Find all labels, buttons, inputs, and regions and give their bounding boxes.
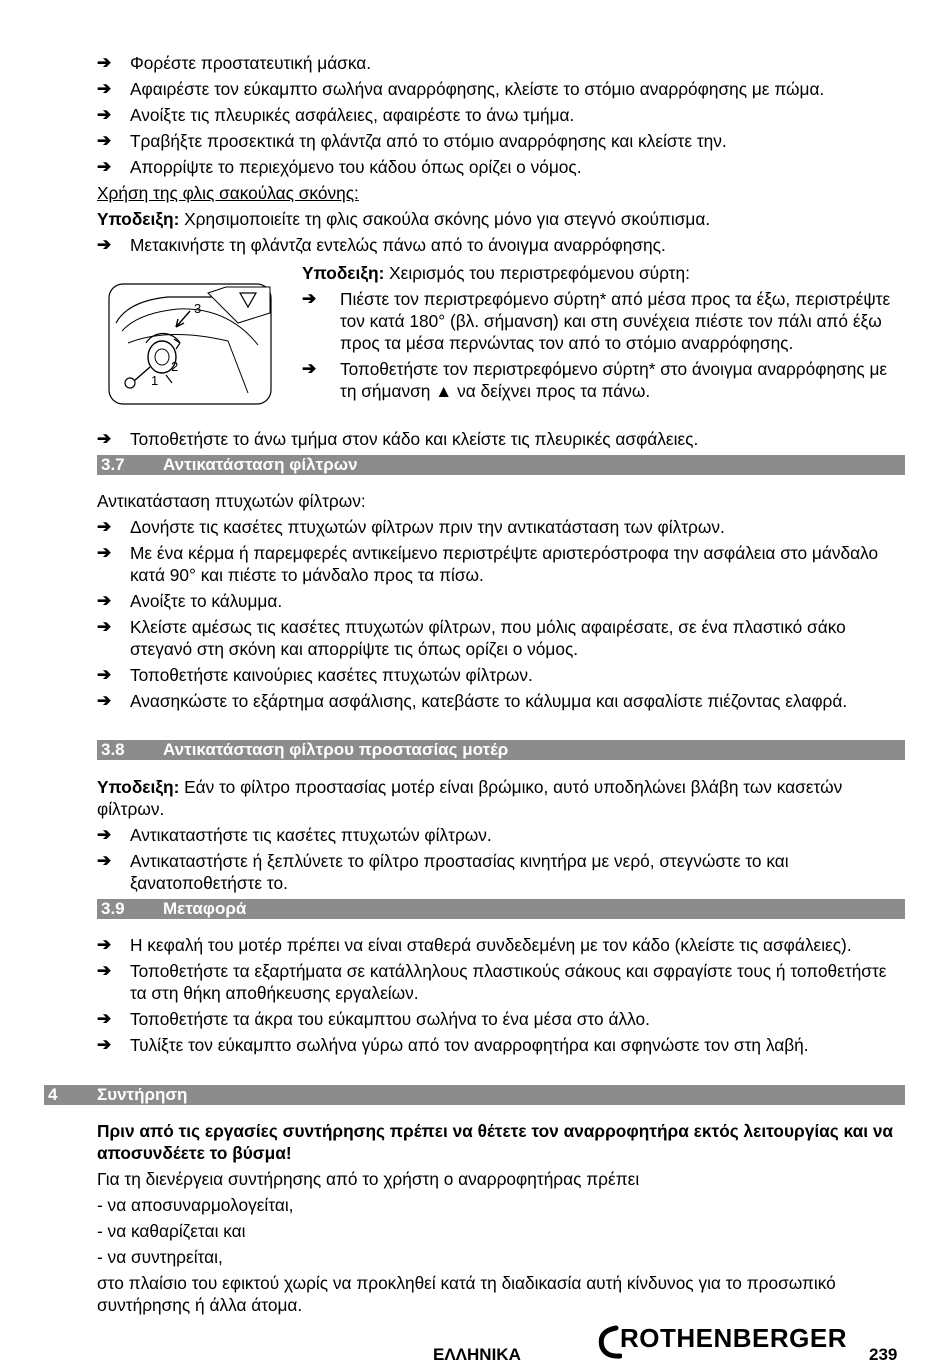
section-intro: Για τη διενέργεια συντήρησης από το χρήστη ο αναρροφητήρας πρέπει — [97, 1169, 640, 1189]
arrow-right-icon: ➔ — [97, 79, 112, 98]
figure-label-2: 2 — [171, 359, 179, 374]
footer-language: ΕΛΛΗΝΙΚΑ — [433, 1345, 521, 1364]
section-number: 3.9 — [101, 899, 125, 918]
slider-hint: Υποδειξη: Χειρισμός του περιστρεφόμενου σύρτη: — [302, 263, 690, 283]
list-item: ➔ Ανοίξτε το κάλυμμα. — [97, 591, 283, 611]
closing-paragraph: στο πλαίσιο του εφικτού χωρίς να προκληθεί κατά τη διαδικασία αυτή κίνδυνος για το προσωπικό συντήρησης ή άλλα άτομα. — [97, 1273, 836, 1315]
list-item: ➔ Με ένα κέρμα ή παρεμφερές αντικείμενο περιστρέψτε αριστερόστροφα την ασφάλεια στο μάνδαλο κατά 90° και πιέστε το μάνδαλο προς τα πίσω. — [97, 543, 879, 585]
list-item: - να αποσυναρμολογείται, — [97, 1195, 294, 1215]
list-item: ➔ Τυλίξτε τον εύκαμπτο σωλήνα γύρω από τον αναρροφητήρα και σφηνώστε τον στη λαβή. — [97, 1035, 809, 1055]
arrow-right-icon: ➔ — [97, 235, 112, 254]
arrow-right-icon: ➔ — [97, 157, 112, 176]
list-item: ➔ Τοποθετήστε το άνω τμήμα στον κάδο και κλείστε τις πλευρικές ασφάλειες. — [97, 429, 699, 449]
hint-label: Υποδειξη: — [97, 777, 180, 797]
section-title: Αντικατάσταση φίλτρων — [163, 455, 358, 474]
section-3-7-body — [97, 490, 905, 716]
arrow-right-icon: ➔ — [302, 289, 317, 308]
page-number: 239 — [869, 1345, 898, 1364]
list-item: ➔ Αντικαταστήστε τις κασέτες πτυχωτών φίλτρων. — [97, 825, 492, 845]
list-item: ➔ Απορρίψτε το περιεχόμενο του κάδου όπως ορίζει ο νόμος. — [97, 157, 582, 177]
arrow-right-icon: ➔ — [97, 105, 112, 124]
section-intro: Αντικατάσταση πτυχωτών φίλτρων: — [97, 491, 366, 511]
list-item: ➔ Αφαιρέστε τον εύκαμπτο σωλήνα αναρρόφησης, κλείστε το στόμιο αναρρόφησης με πώμα. — [97, 79, 825, 99]
list-item: ➔ Φορέστε προστατευτική μάσκα. — [97, 53, 372, 73]
arrow-right-icon: ➔ — [97, 543, 112, 562]
arrow-right-icon: ➔ — [97, 617, 112, 636]
section-3-8-body — [97, 776, 905, 898]
section-3-9-body — [97, 934, 905, 1060]
section-header-4 — [44, 1085, 905, 1105]
arrow-right-icon: ➔ — [97, 1009, 112, 1028]
section-number: 3.7 — [101, 455, 125, 474]
section-header-3-9 — [97, 899, 905, 919]
hint-paragraph: Υποδειξη: Εάν το φίλτρο προστασίας μοτέρ είναι βρώμικο, αυτό υποδηλώνει βλάβη των κασετών φίλτρων. — [97, 777, 843, 819]
section-4-body — [97, 1120, 905, 1320]
arrow-right-icon: ➔ — [97, 429, 112, 448]
top-block — [97, 52, 905, 260]
list-item: ➔ Η κεφαλή του μοτέρ πρέπει να είναι σταθερά συνδεδεμένη με τον κάδο (κλείστε τις ασφάλειες). — [97, 935, 852, 955]
list-item: - να συντηρείται, — [97, 1247, 223, 1267]
list-item: ➔ Τοποθετήστε τα εξαρτήματα σε κατάλληλους πλαστικούς σάκους και σφραγίστε τους ή τοποθετήστε τα στη θήκη αποθήκευσης εργαλείων. — [97, 961, 887, 1003]
arrow-right-icon: ➔ — [97, 53, 112, 72]
arrow-right-icon: ➔ — [97, 825, 112, 844]
arrow-right-icon: ➔ — [97, 851, 112, 870]
arrow-right-icon: ➔ — [97, 517, 112, 536]
list-item: ➔ Κλείστε αμέσως τις κασέτες πτυχωτών φίλτρων, που μόλις αφαιρέσατε, σε ένα πλαστικό σάκο στεγανό στη σκόνη και απορρίψτε τις όπως ορίζει ο νόμος. — [97, 617, 846, 659]
section-header-3-8 — [97, 740, 905, 760]
hint-label: Υποδειξη: — [302, 263, 385, 283]
maintenance-warning: Πριν από τις εργασίες συντήρησης πρέπει να θέτετε τον αναρροφητήρα εκτός λειτουργίας και να αποσυνδέετε το βύσμα! — [97, 1121, 894, 1163]
logo-swoosh-icon — [596, 1325, 622, 1359]
rotary-slider-figure — [108, 283, 272, 405]
section-header-3-7 — [97, 455, 905, 475]
slider-hint-block — [302, 262, 902, 406]
figure-label-3: 3 — [194, 301, 202, 316]
list-item: ➔ Τοποθετήστε τον περιστρεφόμενο σύρτη* στο άνοιγμα αναρρόφησης με τη σήμανση ▲ να δείχνει προς τα πάνω. — [302, 359, 888, 401]
brand-logo: ROTHENBERGER — [600, 1323, 847, 1354]
list-item: - να καθαρίζεται και — [97, 1221, 246, 1241]
list-item: ➔ Μετακινήστε τη φλάντζα εντελώς πάνω από το άνοιγμα αναρρόφησης. — [97, 235, 666, 255]
list-item: ➔ Αντικαταστήστε ή ξεπλύνετε το φίλτρο προστασίας κινητήρα με νερό, στεγνώστε το και ξανατοποθετήστε το. — [97, 851, 789, 893]
hint-label: Υποδειξη: — [97, 209, 180, 229]
list-item: ➔ Τοποθετήστε καινούριες κασέτες πτυχωτών φίλτρων. — [97, 665, 533, 685]
section-number: 3.8 — [101, 740, 125, 759]
arrow-right-icon: ➔ — [97, 131, 112, 150]
list-item: ➔ Τοποθετήστε τα άκρα του εύκαμπτου σωλήνα το ένα μέσα στο άλλο. — [97, 1009, 650, 1029]
arrow-right-icon: ➔ — [97, 691, 112, 710]
arrow-right-icon: ➔ — [97, 961, 112, 980]
list-item: ➔ Ανοίξτε τις πλευρικές ασφάλειες, αφαιρέστε το άνω τμήμα. — [97, 105, 575, 125]
figure-label-1: 1 — [151, 373, 159, 388]
section-title: Μεταφορά — [163, 899, 247, 918]
arrow-right-icon: ➔ — [97, 1035, 112, 1054]
fleece-heading: Χρήση της φλις σακούλας σκόνης: — [97, 183, 359, 203]
section-title: Συντήρηση — [97, 1085, 188, 1104]
section-title: Αντικατάσταση φίλτρου προστασίας μοτέρ — [163, 740, 509, 759]
section-number: 4 — [48, 1085, 58, 1104]
arrow-right-icon: ➔ — [97, 591, 112, 610]
list-item: ➔ Τραβήξτε προσεκτικά τη φλάντζα από το στόμιο αναρρόφησης και κλείστε την. — [97, 131, 727, 151]
list-item: ➔ Πιέστε τον περιστρεφόμενο σύρτη* από μέσα προς τα έξω, περιστρέψτε τον κατά 180° (βλ. σήμανση) και στη συνέχεια πιέστε τον πάλι από έξω προς τα μέσα περνώντας τον από το στόμιο αναρρόφησης. — [302, 289, 891, 353]
final-bullet-block — [97, 428, 905, 454]
list-item: ➔ Δονήστε τις κασέτες πτυχωτών φίλτρων πριν την αντικατάσταση των φίλτρων. — [97, 517, 725, 537]
arrow-right-icon: ➔ — [97, 665, 112, 684]
hint-paragraph: Υποδειξη: Χρησιμοποιείτε τη φλις σακούλα σκόνης μόνο για στεγνό σκούπισμα. — [97, 209, 711, 229]
arrow-right-icon: ➔ — [302, 359, 317, 378]
list-item: ➔ Ανασηκώστε το εξάρτημα ασφάλισης, κατεβάστε το κάλυμμα και ασφαλίστε πιέζοντας ελαφρά. — [97, 691, 848, 711]
arrow-right-icon: ➔ — [97, 935, 112, 954]
